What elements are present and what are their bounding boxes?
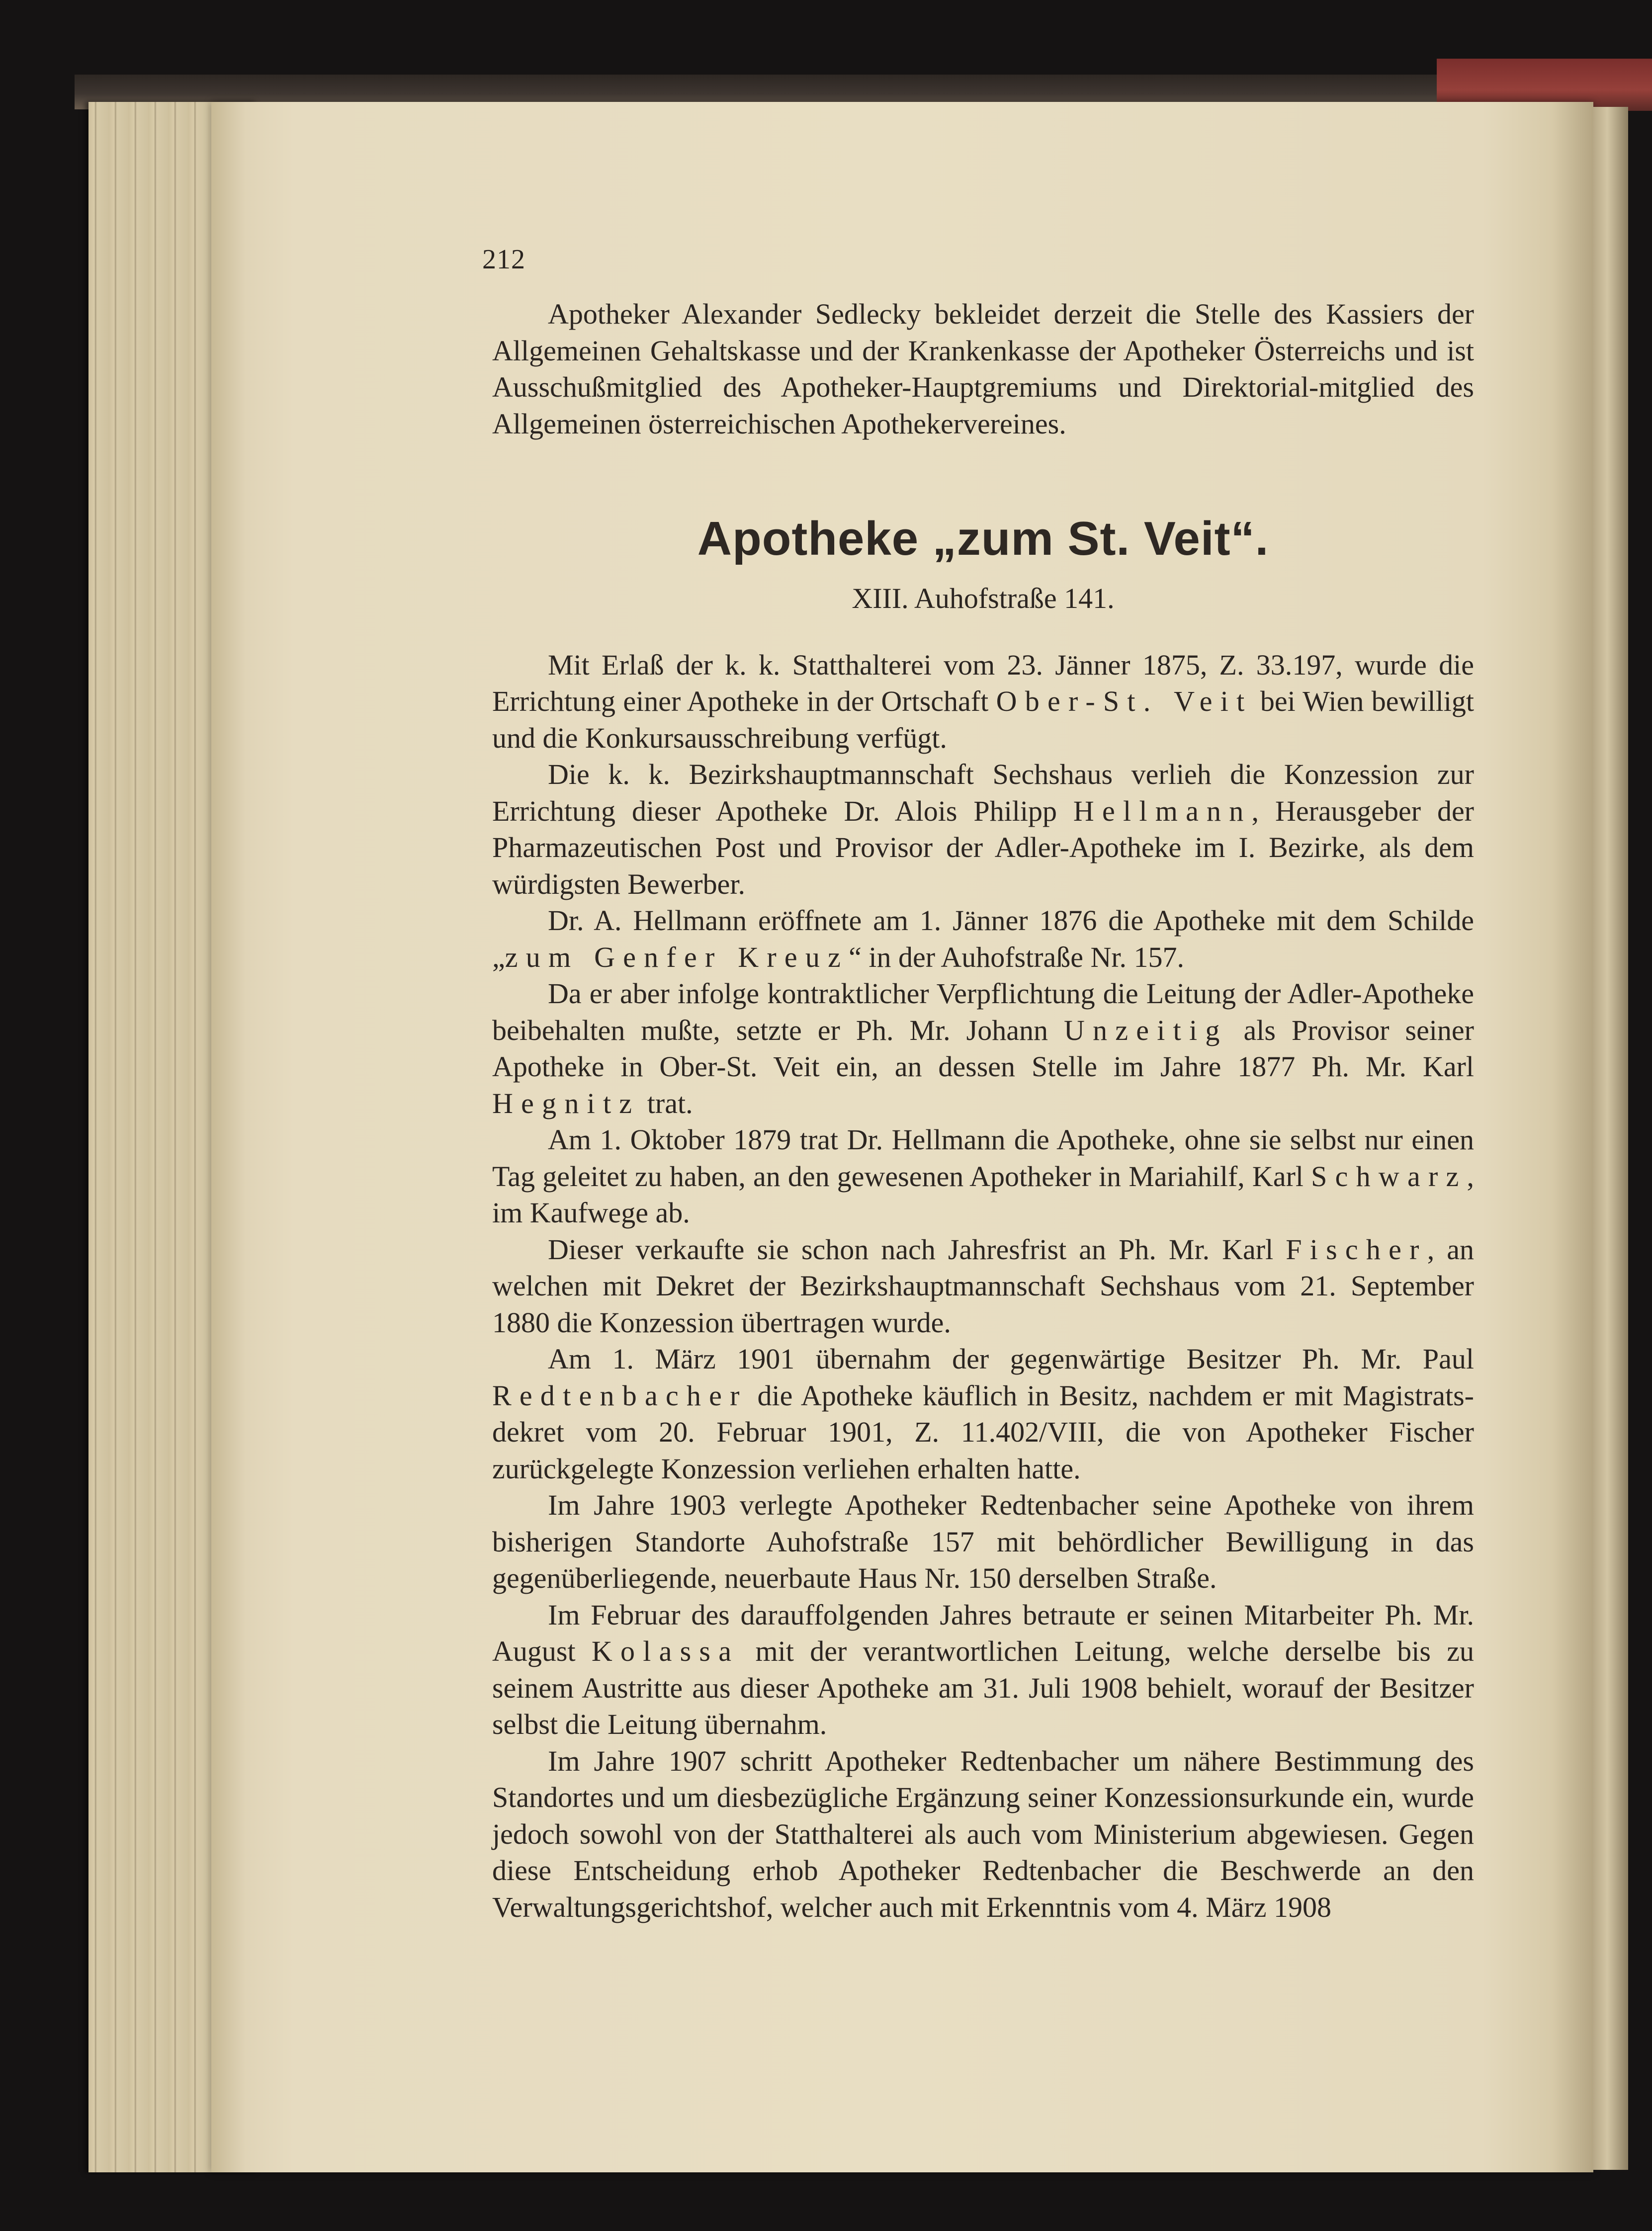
section-heading: Apotheke „zum St. Veit“. (697, 512, 1269, 565)
paragraph-text: die Apotheke käuflich in Besitz, nachdem er mit Magistrats-dekret vom 20. Februar 1901, Z. 11.402/VIII, die von Apotheker Fischer zurückgelegte Konzession verliehen erhalten hatte. (492, 1379, 1474, 1485)
body-paragraph (492, 756, 1474, 902)
paragraph-text: Dieser verkaufte sie schon nach Jahresfrist an Ph. Mr. Karl (548, 1233, 1286, 1266)
page-text (492, 296, 1474, 1925)
paragraph-text: , Herausgeber der Pharmazeutischen Post und Provisor der Adler-Apotheke im I. Bezirke, als dem würdigsten Bewerber. (492, 794, 1474, 900)
spaced-name: zum Genfer Kreuz (505, 941, 849, 973)
paragraph-text: , im Kaufwege ab. (492, 1160, 1474, 1229)
paragraph-text: Im Jahre 1903 verlegte Apotheker Redtenbacher seine Apotheke von ihrem bisherigen Standorte Auhofstraße 157 mit behördlicher Bewilligung in das gegenüberliegende, neuerbaute Haus Nr. 150 derselben Straße. (492, 1489, 1474, 1594)
next-page-edge (1593, 107, 1628, 2170)
body-paragraph (492, 1597, 1474, 1743)
section-address: XIII. Auhofstraße 141. (852, 582, 1115, 614)
spaced-name: Unzeitig (1063, 1014, 1228, 1046)
paragraph-text: , an welchen mit Dekret der Bezirkshauptmannschaft Sechshaus vom 21. September 1880 die Konzession übertragen wurde. (492, 1233, 1474, 1339)
paragraph-text: Mit Erlaß der k. k. Statthalterei vom 23. Jänner 1875, Z. 33.197, wurde die Errichtung einer Apotheke in der Ortschaft (492, 648, 1474, 717)
paragraph-text: mit der verantwortlichen Leitung, welche derselbe bis zu seinem Austritte aus dieser Apotheke am 31. Juli 1908 behielt, worauf der Besitzer selbst die Leitung übernahm. (492, 1635, 1474, 1740)
spaced-name: Redtenbacher (492, 1379, 748, 1412)
body-paragraph (492, 902, 1474, 975)
body-paragraph (492, 1743, 1474, 1926)
paragraph-text: Die k. k. Bezirkshauptmannschaft Sechshaus verlieh die Konzession zur Errichtung dieser Apotheke Dr. Alois Philipp (492, 758, 1474, 827)
body-paragraph (492, 975, 1474, 1121)
paragraph-text: als Provisor seiner Apotheke in Ober-St. Veit ein, an dessen Stelle im Jahre 1877 Ph. Mr. Karl (492, 1014, 1474, 1083)
spaced-name: Hegnitz (492, 1087, 640, 1119)
body-paragraph (492, 1121, 1474, 1231)
spaced-name: Ober-St. Veit (996, 685, 1253, 717)
body-paragraphs (492, 647, 1474, 1926)
paragraph-text: Im Februar des darauffolgenden Jahres betraute er seinen Mitarbeiter Ph. Mr. August (492, 1598, 1474, 1667)
section-spacer (492, 442, 1474, 512)
intro-paragraph: Apotheker Alexander Sedlecky bekleidet derzeit die Stelle des Kassiers der Allgemeinen Gehaltskasse und der Krankenkasse der Apotheker Österreichs und ist Ausschußmitglied des Apotheker-Hauptgremiums und Direktorial-mitglied des Allgemeinen österreichischen Apothekervereines. (492, 298, 1474, 440)
paragraph-text: “ in der Auhofstraße Nr. 157. (849, 941, 1185, 973)
spaced-name: Fischer (1286, 1233, 1427, 1266)
paragraph-text: Am 1. Oktober 1879 trat Dr. Hellmann die Apotheke, ohne sie selbst nur einen Tag geleitet zu haben, an den gewesenen Apotheker in Mariahilf, Karl (492, 1123, 1474, 1193)
body-paragraph (492, 1487, 1474, 1597)
body-paragraph (492, 1341, 1474, 1487)
paragraph-text: Dr. A. Hellmann eröffnete am 1. Jänner 1876 die Apotheke mit dem Schilde „ (492, 904, 1474, 973)
spaced-name: Hellmann (1073, 794, 1252, 827)
body-paragraph (492, 1231, 1474, 1341)
body-paragraph (492, 647, 1474, 757)
paragraph-text: Da er aber infolge kontraktlicher Verpflichtung die Leitung der Adler-Apotheke beibehalten mußte, setzte er Ph. Mr. Johann (492, 977, 1474, 1046)
spaced-name: Kolassa (591, 1635, 740, 1667)
page-number: 212 (482, 244, 525, 275)
spaced-name: Schwarz (1311, 1160, 1467, 1193)
paragraph-text: Am 1. März 1901 übernahm der gegenwärtige Besitzer Ph. Mr. Paul (548, 1343, 1474, 1375)
paragraph-text: bei Wien bewilligt und die Konkursausschreibung verfügt. (492, 685, 1474, 754)
paragraph-text: Im Jahre 1907 schritt Apotheker Redtenbacher um nähere Bestimmung des Standortes und um diesbezügliche Ergänzung seiner Konzessionsurkunde ein, wurde jedoch sowohl von der Statthalterei als auch vom Ministerium abgewiesen. Gegen diese Entscheidung erhob Apotheker Redtenbacher die Beschwerde an den Verwaltungsgerichtshof, welcher auch mit Erkenntnis vom 4. März 1908 (492, 1744, 1474, 1923)
paragraph-text: trat. (640, 1087, 693, 1119)
